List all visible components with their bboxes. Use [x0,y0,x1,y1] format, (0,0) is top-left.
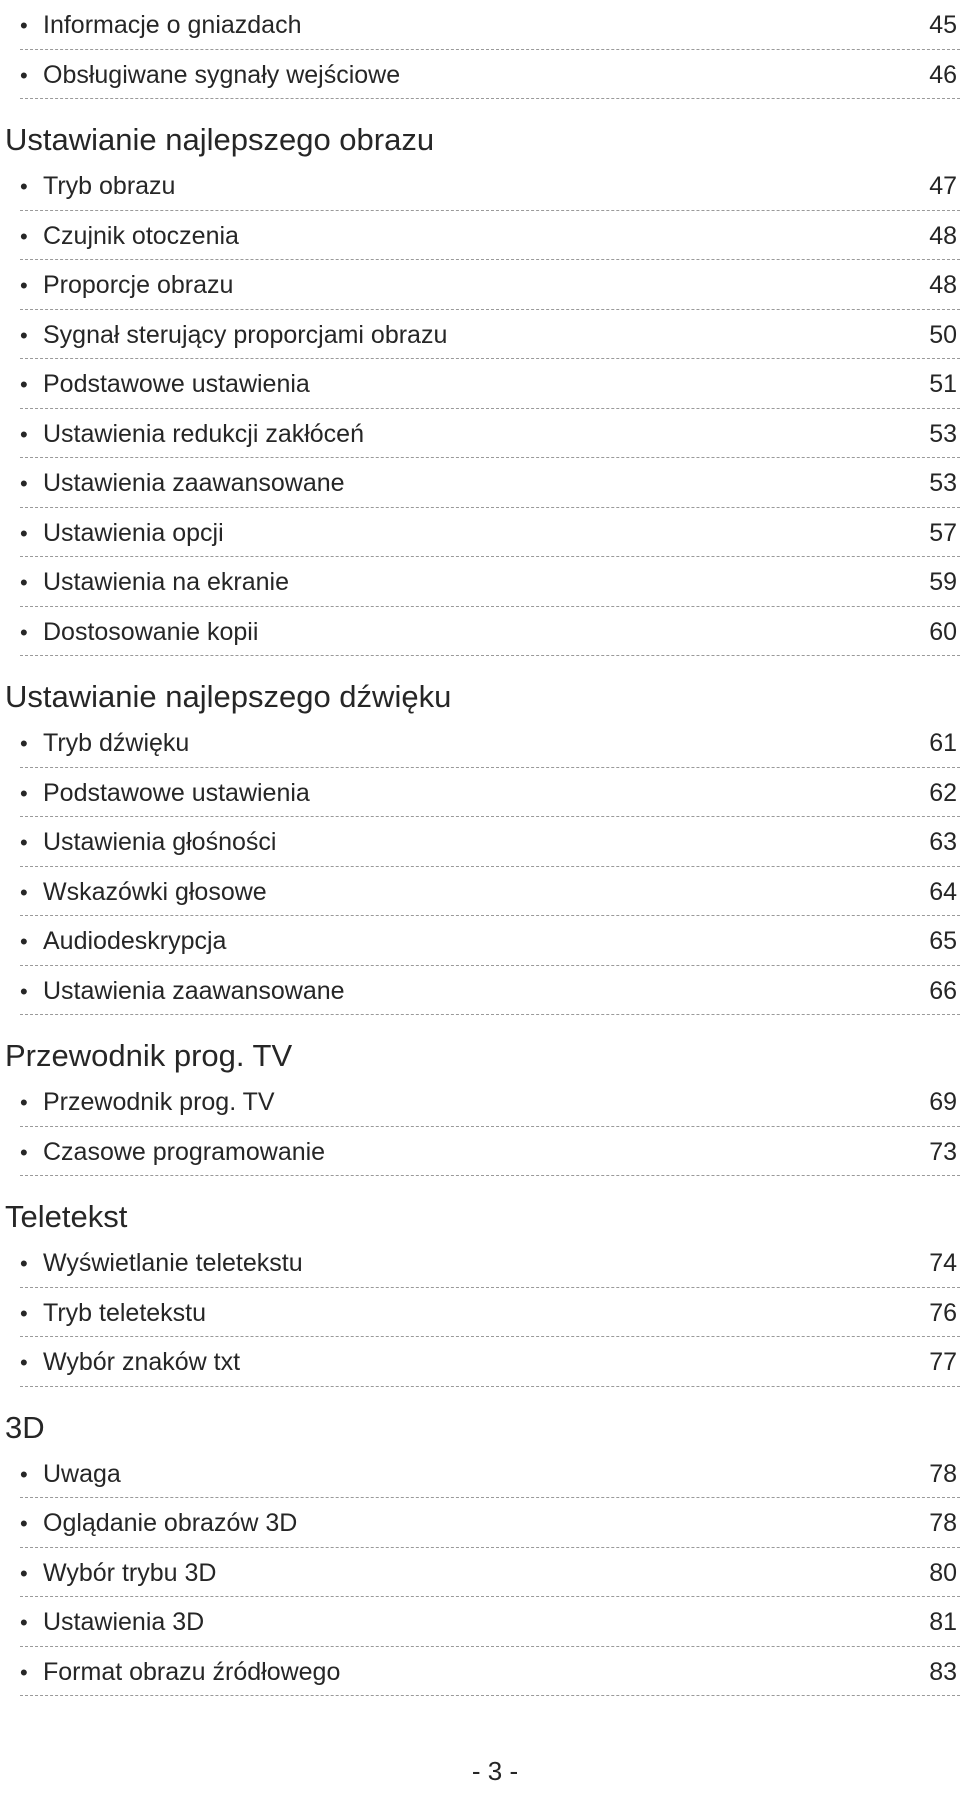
toc-entry[interactable] [20,817,960,867]
toc-entry[interactable] [20,916,960,966]
bullet-icon: • [20,13,28,38]
toc-entry-label: Ustawienia opcji [43,518,224,547]
bullet-icon: • [20,174,28,199]
toc-entry-page: 63 [929,828,957,856]
bullet-icon: • [20,830,28,855]
toc-entry[interactable] [20,1449,960,1499]
bullet-icon: • [20,223,28,249]
toc-entry-label: Ustawienia na ekranie [43,568,289,596]
bullet-icon: • [20,372,28,397]
bullet-icon: • [20,1610,28,1635]
toc-entry[interactable] [20,409,960,459]
page-number: - 3 - [471,1756,519,1786]
toc-entry-page: 81 [929,1608,957,1636]
toc-entry[interactable] [20,1548,960,1598]
toc-entry-label: Czasowe programowanie [43,1137,326,1166]
bullet-icon: • [20,1139,28,1165]
toc-entry-label: Wybór znaków txt [43,1348,241,1376]
toc-entry-page: 80 [929,1558,957,1587]
toc-entry[interactable] [20,50,960,100]
toc-entry-label: Uwaga [43,1459,121,1488]
toc-entry-label: Oglądanie obrazów 3D [43,1509,298,1537]
toc-entry-page: 59 [929,568,957,596]
bullet-icon: • [20,421,28,447]
bullet-icon: • [20,1560,28,1586]
toc-entry-page: 78 [929,1509,957,1537]
toc-entry-page: 48 [929,221,957,250]
toc-entry-page: 61 [929,729,957,757]
bullet-icon: • [20,1461,28,1487]
toc-entry-page: 48 [929,271,957,299]
toc-entry-page: 50 [929,320,957,349]
section-heading: Ustawianie najlepszego obrazu [5,122,435,157]
toc-entry[interactable] [20,458,960,508]
toc-entry-label: Tryb dźwięku [43,729,190,757]
bullet-icon: • [20,471,28,496]
bullet-icon: • [20,1659,28,1685]
toc-entry-label: Obsługiwane sygnały wejściowe [43,60,401,89]
toc-entry-page: 53 [929,469,957,497]
toc-entry-label: Audiodeskrypcja [43,927,227,955]
section-heading: 3D [5,1409,45,1445]
bullet-icon: • [20,322,28,348]
toc-entry-page: 53 [929,419,957,448]
toc-entry-label: Ustawienia 3D [43,1608,205,1636]
bullet-icon: • [20,879,28,905]
toc-entry-label: Tryb teletekstu [43,1298,207,1327]
bullet-icon: • [20,62,28,88]
toc-entry-page: 66 [929,976,957,1005]
bullet-icon: • [20,520,28,546]
toc-entry-page: 51 [929,370,957,398]
toc-entry[interactable] [20,1647,960,1697]
bullet-icon: • [20,1251,28,1276]
section-heading: Ustawianie najlepszego dźwięku [5,679,452,714]
toc-entry-label: Ustawienia zaawansowane [43,469,345,497]
bullet-icon: • [20,780,28,806]
toc-entry-label: Przewodnik prog. TV [43,1088,275,1116]
toc-entry[interactable] [20,161,960,211]
toc-entry[interactable] [20,1127,960,1177]
toc-entry[interactable] [20,557,960,607]
toc-entry-page: 46 [929,60,957,89]
toc-entry[interactable] [20,260,960,310]
bullet-icon: • [20,1511,28,1536]
toc-entry-page: 83 [929,1657,957,1686]
bullet-icon: • [20,1350,28,1375]
toc-entry[interactable] [20,508,960,558]
toc-entry-page: 64 [929,877,957,906]
toc-entry[interactable] [20,1288,960,1338]
bullet-icon: • [20,929,28,954]
toc-entry-page: 45 [929,11,957,39]
toc-entry[interactable] [20,359,960,409]
toc-entry[interactable] [20,310,960,360]
toc-entry-label: Sygnał sterujący proporcjami obrazu [43,320,448,349]
toc-entry-page: 74 [929,1249,957,1277]
bullet-icon: • [20,978,28,1004]
toc-entry-page: 69 [929,1088,957,1116]
toc-entry-label: Proporcje obrazu [43,271,234,299]
toc-entry-label: Format obrazu źródłowego [43,1657,341,1686]
toc-entry[interactable] [20,1337,960,1387]
toc-entry[interactable] [20,1238,960,1288]
toc-entry-label: Czujnik otoczenia [43,221,239,250]
bullet-icon: • [20,1090,28,1115]
toc-entry-page: 47 [929,172,957,200]
toc-entry-label: Informacje o gniazdach [43,11,302,39]
toc-entry-label: Wybór trybu 3D [43,1558,217,1587]
toc-entry[interactable] [20,718,960,768]
toc-entry-label: Dostosowanie kopii [43,617,259,646]
toc-entry-page: 65 [929,927,957,955]
toc-entry-label: Wyświetlanie teletekstu [43,1249,303,1277]
bullet-icon: • [20,731,28,756]
toc-entry-page: 60 [929,617,957,646]
toc-entry-page: 76 [929,1298,957,1327]
bullet-icon: • [20,273,28,298]
section-heading: Teletekst [5,1199,128,1234]
toc-entry[interactable] [20,211,960,261]
toc-entry-page: 77 [929,1348,957,1376]
bullet-icon: • [20,619,28,645]
toc-entry-label: Tryb obrazu [43,172,176,200]
toc-entry-label: Wskazówki głosowe [43,877,267,906]
toc-entry[interactable] [20,768,960,818]
toc-entry-page: 73 [929,1137,957,1166]
toc-entry-label: Podstawowe ustawienia [43,370,310,398]
toc-entry[interactable] [20,0,960,50]
toc-entry[interactable] [20,1498,960,1548]
toc-entry[interactable] [20,867,960,917]
toc-entry[interactable] [20,1077,960,1127]
toc-entry-page: 78 [929,1459,957,1488]
toc-entry-label: Podstawowe ustawienia [43,778,310,807]
toc-entry[interactable] [20,1597,960,1647]
bullet-icon: • [20,570,28,595]
toc-entry-page: 62 [929,778,957,807]
toc-entry[interactable] [20,966,960,1016]
toc-entry[interactable] [20,607,960,657]
toc-entry-label: Ustawienia zaawansowane [43,976,345,1005]
toc-entry-label: Ustawienia redukcji zakłóceń [43,419,364,448]
toc-entry-label: Ustawienia głośności [43,828,277,856]
section-heading: Przewodnik prog. TV [5,1038,293,1073]
toc-entry-page: 57 [929,518,957,547]
bullet-icon: • [20,1300,28,1326]
